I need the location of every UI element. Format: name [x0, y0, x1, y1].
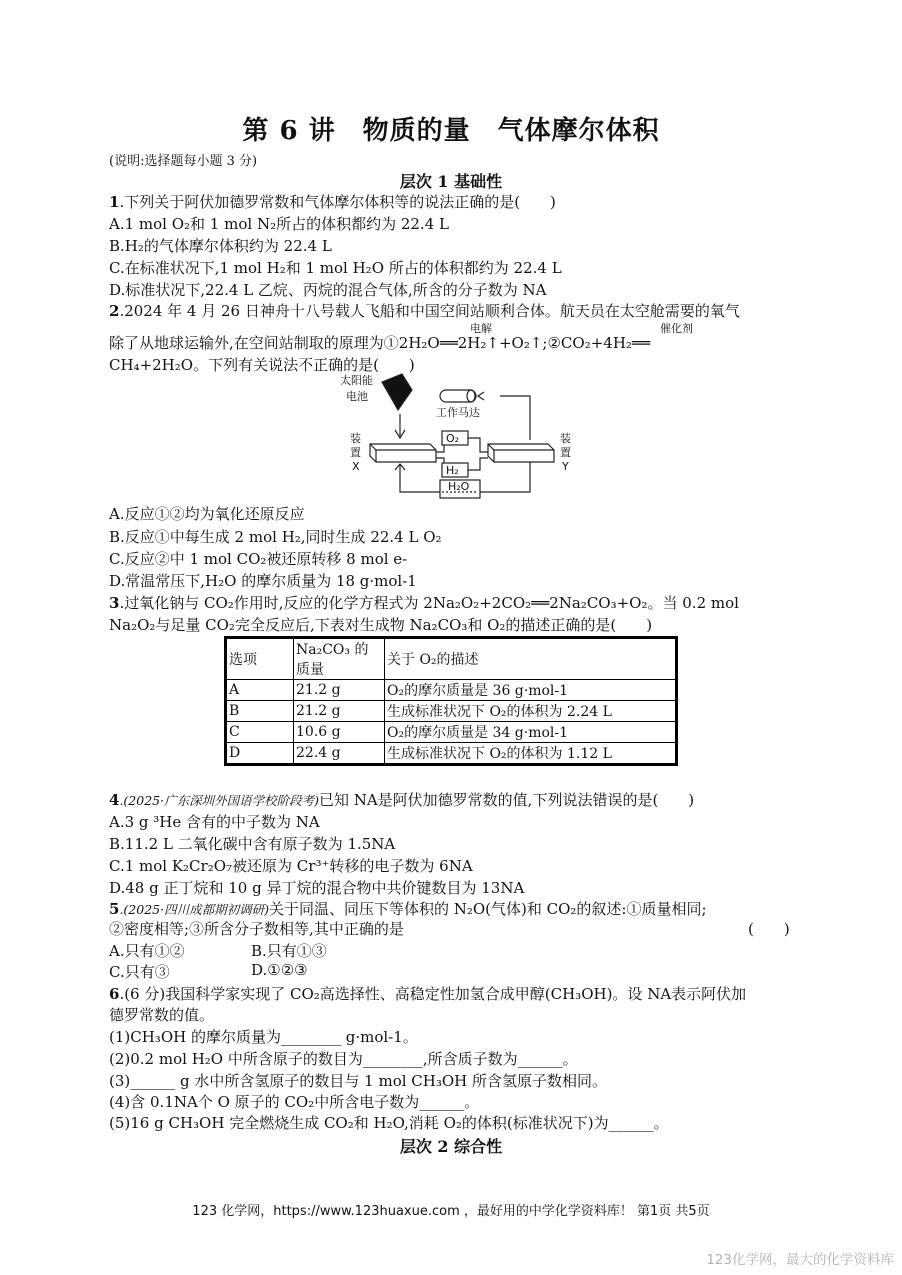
table-row	[226, 722, 677, 743]
table-header-cell: Na₂CO₃ 的质量	[294, 638, 385, 680]
q5-option-a: A.只有①②	[109, 942, 185, 960]
table-cell: O₂的摩尔质量是 34 g·mol-1	[385, 722, 677, 743]
q2-catalyst-label: 催化剂	[660, 322, 693, 335]
q5-option-c: C.只有③	[109, 963, 170, 981]
q6-sub-5: (5)16 g CH₃OH 完全燃烧生成 CO₂和 H₂O,消耗 O₂的体积(标准状况下)为______。	[109, 1114, 669, 1132]
page-title: 第 6 讲 物质的量 气体摩尔体积	[242, 116, 660, 146]
table-row	[226, 701, 677, 722]
diagram-devx-2: 置	[350, 446, 361, 459]
q2-stem-line2: 除了从地球运输外,在空间站制取的原理为①2H₂O══2H₂↑+O₂↑;②CO₂+4H₂══	[109, 334, 650, 352]
q2-stem-line1: 2.2024 年 4 月 26 日神舟十八号载人飞船和中国空间站顺利合体。航天员在太空舱需要的氧气	[109, 302, 740, 320]
q5-stem: 5.(2025·四川成都期初调研)关于同温、同压下等体积的 N₂O(气体)和 CO₂的叙述:①质量相同;	[109, 900, 707, 918]
diagram-h2-label: H₂	[446, 464, 459, 477]
q3-stem-line2: Na₂O₂与足量 CO₂完全反应后,下表对生成物 Na₂CO₃和 O₂的描述正确的是( )	[109, 616, 653, 634]
apparatus-diagram	[340, 370, 580, 500]
q4-option-b: B.11.2 L 二氧化碳中含有原子数为 1.5NA	[109, 835, 396, 853]
q3-table	[224, 636, 678, 766]
section-heading-1: 层次 1 基础性	[399, 172, 503, 191]
table-cell: 22.4 g	[294, 743, 385, 765]
q4-option-c: C.1 mol K₂Cr₂O₇被还原为 Cr³⁺转移的电子数为 6NA	[109, 857, 473, 875]
q5-answer-paren: ( )	[748, 920, 790, 938]
q5-stem-line2: ②密度相等;③所含分子数相等,其中正确的是	[109, 920, 404, 938]
table-row	[226, 680, 677, 701]
table-header-row	[226, 638, 677, 680]
table-header-cell: 选项	[226, 638, 294, 680]
q1-option-c: C.在标准状况下,1 mol H₂和 1 mol H₂O 所占的体积都约为 22.4 L	[109, 259, 562, 277]
table-cell: A	[226, 680, 294, 701]
diagram-o2-label: O₂	[446, 432, 460, 445]
table-cell: O₂的摩尔质量是 36 g·mol-1	[385, 680, 677, 701]
table-cell: 生成标准状况下 O₂的体积为 1.12 L	[385, 743, 677, 765]
table-cell: C	[226, 722, 294, 743]
q1-option-d: D.标准状况下,22.4 L 乙烷、丙烷的混合气体,所含的分子数为 NA	[109, 281, 547, 299]
q5-option-b: B.只有①③	[251, 942, 327, 960]
q6-sub-1: (1)CH₃OH 的摩尔质量为________ g·mol-1。	[109, 1028, 418, 1046]
q1-option-a: A.1 mol O₂和 1 mol N₂所占的体积都约为 22.4 L	[109, 215, 449, 233]
q2-option-a: A.反应①②均为氧化还原反应	[109, 505, 305, 523]
table-cell: 10.6 g	[294, 722, 385, 743]
q1-stem: 1.下列关于阿伏加德罗常数和气体摩尔体积等的说法正确的是( )	[109, 193, 556, 211]
table-cell: 21.2 g	[294, 701, 385, 722]
q2-option-d: D.常温常压下,H₂O 的摩尔质量为 18 g·mol-1	[109, 572, 417, 590]
diagram-battery-label: 电池	[346, 390, 368, 403]
section-heading-2: 层次 2 综合性	[399, 1137, 503, 1156]
q2-stem-line3: CH₄+2H₂O。下列有关说法不正确的是( )	[109, 356, 415, 374]
q6-sub-4: (4)含 0.1NA个 O 原子的 CO₂中所含电子数为______。	[109, 1093, 480, 1111]
table-cell: 生成标准状况下 O₂的体积为 2.24 L	[385, 701, 677, 722]
table-cell: 21.2 g	[294, 680, 385, 701]
diagram-motor-label: 工作马达	[436, 406, 480, 419]
diagram-devx-1: 装	[350, 432, 361, 445]
table-row	[226, 743, 677, 765]
diagram-devy-3: Y	[562, 460, 569, 473]
diagram-solar-label: 太阳能	[340, 374, 373, 387]
q2-option-c: C.反应②中 1 mol CO₂被还原转移 8 mol e-	[109, 550, 408, 568]
q2-electrolysis-label: 电解	[470, 322, 492, 335]
table-cell: B	[226, 701, 294, 722]
q6-stem-line2: 德罗常数的值。	[109, 1006, 215, 1024]
table-cell: D	[226, 743, 294, 765]
q5-option-d: D.①②③	[251, 961, 308, 979]
q6-sub-2: (2)0.2 mol H₂O 中所含原子的数目为________,所含质子数为______。	[109, 1050, 578, 1068]
scoring-note: (说明:选择题每小题 3 分)	[109, 154, 258, 169]
diagram-devy-1: 装	[560, 432, 571, 445]
q4-stem: 4.(2025·广东深圳外国语学校阶段考)已知 NA是阿伏加德罗常数的值,下列说法错误的是( )	[109, 791, 695, 809]
diagram-h2o-label: H₂O	[448, 480, 470, 493]
diagram-devy-2: 置	[560, 446, 571, 459]
q6-stem-line1: 6.(6 分)我国科学家实现了 CO₂高选择性、高稳定性加氢合成甲醇(CH₃OH)。设 NA表示阿伏加	[109, 985, 747, 1003]
q4-option-a: A.3 g ³He 含有的中子数为 NA	[109, 813, 320, 831]
q3-stem-line1: 3.过氧化钠与 CO₂作用时,反应的化学方程式为 2Na₂O₂+2CO₂══2Na₂CO₃+O₂。当 0.2 mol	[109, 594, 739, 612]
page-footer: 123 化学网，https://www.123huaxue.com ，最好用的中学化学资料库！ 第1页 共5页	[192, 1204, 710, 1219]
q6-sub-3: (3)______ g 水中所含氢原子的数目与 1 mol CH₃OH 所含氢原子数相同。	[109, 1072, 608, 1090]
diagram-devx-3: X	[352, 460, 360, 473]
watermark-text: 123化学网，最大的化学资料库	[706, 1252, 894, 1268]
q1-option-b: B.H₂的气体摩尔体积约为 22.4 L	[109, 237, 332, 255]
table-header-cell: 关于 O₂的描述	[385, 638, 677, 680]
q2-option-b: B.反应①中每生成 2 mol H₂,同时生成 22.4 L O₂	[109, 528, 442, 546]
q4-option-d: D.48 g 正丁烷和 10 g 异丁烷的混合物中共价键数目为 13NA	[109, 879, 525, 897]
